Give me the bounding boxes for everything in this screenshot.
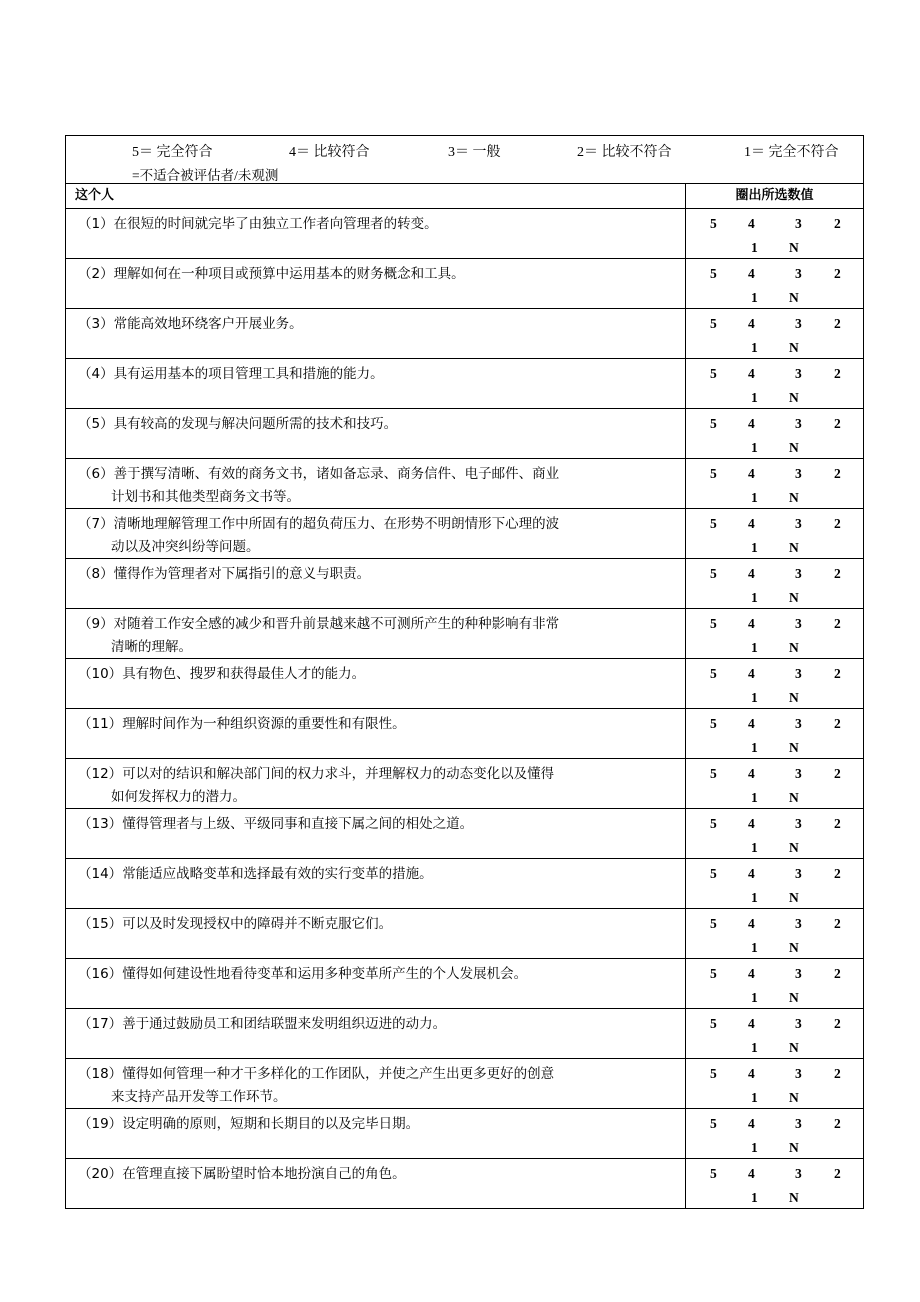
rating-option-5[interactable]: 5 <box>710 666 717 681</box>
rating-options <box>686 509 863 558</box>
rating-option-1[interactable]: 1 <box>751 1090 758 1105</box>
item-text-continued: 来支持产品开发等工作环节。 <box>111 1089 287 1105</box>
item-text: 懂得管理者与上级、平级同事和直接下属之间的相处之道。 <box>122 816 474 832</box>
legend-na: =不适合被评估者/未观测 <box>132 168 279 183</box>
rating-option-3[interactable]: 3 <box>795 266 802 281</box>
rating-options <box>686 709 863 758</box>
rating-option-5[interactable]: 5 <box>710 366 717 381</box>
item-statement <box>66 859 686 908</box>
item-text: 理解如何在一种项目或预算中运用基本的财务概念和工具。 <box>113 266 465 282</box>
rating-option-n[interactable]: N <box>789 1090 799 1105</box>
rating-options <box>686 459 863 508</box>
table-row <box>66 1009 863 1059</box>
item-text: 懂得如何建设性地看待变革和运用多种变革所产生的个人发展机会。 <box>122 966 528 982</box>
item-number: （8） <box>78 566 114 582</box>
rating-option-5[interactable]: 5 <box>710 616 717 631</box>
legend-1: 1＝ 完全不符合 <box>744 145 839 160</box>
legend-2: 2＝ 比较不符合 <box>577 145 672 160</box>
item-statement <box>66 709 686 758</box>
rating-option-n[interactable]: N <box>789 1140 799 1155</box>
item-rows <box>66 209 863 1208</box>
item-number: （1） <box>78 216 114 232</box>
rating-option-1[interactable]: 1 <box>751 390 758 405</box>
item-statement <box>66 609 686 658</box>
item-number: （18） <box>78 1066 123 1082</box>
item-statement <box>66 209 686 258</box>
rating-option-2[interactable]: 2 <box>834 1066 841 1081</box>
item-text: 善于通过鼓励员工和团结联盟来发明组织迈进的动力。 <box>122 1016 447 1032</box>
item-text: 懂得如何管理一种才干多样化的工作团队，并使之产生出更多更好的创意 <box>122 1066 555 1082</box>
rating-option-3[interactable]: 3 <box>795 616 802 631</box>
rating-option-3[interactable]: 3 <box>795 316 802 331</box>
rating-options <box>686 909 863 958</box>
rating-option-2[interactable]: 2 <box>834 766 841 781</box>
item-text-continued: 清晰的理解。 <box>111 639 192 655</box>
table-row <box>66 1109 863 1159</box>
rating-option-1[interactable]: 1 <box>751 740 758 755</box>
item-text: 清晰地理解管理工作中所固有的超负荷压力、在形势不明朗情形下心理的波 <box>113 516 560 532</box>
rating-options <box>686 959 863 1008</box>
rating-option-n[interactable]: N <box>789 490 799 505</box>
rating-options <box>686 759 863 808</box>
rating-option-2[interactable]: 2 <box>834 216 841 231</box>
rating-option-n[interactable]: N <box>789 340 799 355</box>
rating-option-3[interactable]: 3 <box>795 366 802 381</box>
item-text: 设定明确的原则，短期和长期目的以及完毕日期。 <box>122 1116 420 1132</box>
rating-option-n[interactable]: N <box>789 940 799 955</box>
rating-option-4[interactable]: 4 <box>748 666 755 681</box>
rating-option-n[interactable]: N <box>789 790 799 805</box>
rating-option-2[interactable]: 2 <box>834 416 841 431</box>
rating-option-2[interactable]: 2 <box>834 666 841 681</box>
table-row <box>66 509 863 559</box>
rating-option-2[interactable]: 2 <box>834 866 841 881</box>
table-row <box>66 1159 863 1208</box>
rating-options <box>686 1059 863 1108</box>
rating-option-3[interactable]: 3 <box>795 866 802 881</box>
rating-option-1[interactable]: 1 <box>751 440 758 455</box>
rating-option-1[interactable]: 1 <box>751 790 758 805</box>
rating-option-5[interactable]: 5 <box>710 1116 717 1131</box>
table-row <box>66 459 863 509</box>
rating-option-1[interactable]: 1 <box>751 890 758 905</box>
item-text: 具有运用基本的项目管理工具和措施的能力。 <box>113 366 384 382</box>
rating-option-4[interactable]: 4 <box>748 866 755 881</box>
rating-options <box>686 359 863 408</box>
item-number: （6） <box>78 466 114 482</box>
rating-option-4[interactable]: 4 <box>748 716 755 731</box>
item-text: 常能适应战略变革和选择最有效的实行变革的措施。 <box>122 866 433 882</box>
rating-option-3[interactable]: 3 <box>795 566 802 581</box>
rating-option-2[interactable]: 2 <box>834 816 841 831</box>
rating-option-3[interactable]: 3 <box>795 1166 802 1181</box>
rating-option-2[interactable]: 2 <box>834 966 841 981</box>
table-row <box>66 559 863 609</box>
rating-option-4[interactable]: 4 <box>748 316 755 331</box>
rating-option-4[interactable]: 4 <box>748 366 755 381</box>
rating-option-2[interactable]: 2 <box>834 516 841 531</box>
rating-option-1[interactable]: 1 <box>751 590 758 605</box>
item-number: （2） <box>78 266 114 282</box>
item-number: （4） <box>78 366 114 382</box>
rating-option-n[interactable]: N <box>789 890 799 905</box>
item-statement <box>66 359 686 408</box>
rating-option-3[interactable]: 3 <box>795 666 802 681</box>
table-row <box>66 709 863 759</box>
rating-option-1[interactable]: 1 <box>751 940 758 955</box>
table-row <box>66 859 863 909</box>
rating-option-n[interactable]: N <box>789 240 799 255</box>
rating-option-1[interactable]: 1 <box>751 1040 758 1055</box>
item-number: （7） <box>78 516 114 532</box>
rating-option-5[interactable]: 5 <box>710 516 717 531</box>
rating-option-3[interactable]: 3 <box>795 416 802 431</box>
rating-options <box>686 259 863 308</box>
rating-legend <box>66 136 863 184</box>
item-text: 具有物色、搜罗和获得最佳人才的能力。 <box>122 666 366 682</box>
rating-option-n[interactable]: N <box>789 840 799 855</box>
item-statement <box>66 759 686 808</box>
rating-option-2[interactable]: 2 <box>834 1166 841 1181</box>
item-text-continued: 如何发挥权力的潜力。 <box>111 789 246 805</box>
item-text: 善于撰写清晰、有效的商务文书，诸如备忘录、商务信件、电子邮件、商业 <box>113 466 560 482</box>
item-text: 常能高效地环绕客户开展业务。 <box>113 316 303 332</box>
rating-option-n[interactable]: N <box>789 1040 799 1055</box>
rating-option-5[interactable]: 5 <box>710 866 717 881</box>
rating-option-4[interactable]: 4 <box>748 266 755 281</box>
table-row <box>66 809 863 859</box>
legend-5: 5＝ 完全符合 <box>132 145 213 160</box>
rating-options <box>686 659 863 708</box>
item-statement <box>66 559 686 608</box>
rating-option-1[interactable]: 1 <box>751 840 758 855</box>
rating-options <box>686 609 863 658</box>
item-text: 可以对的结识和解决部门间的权力求斗，并理解权力的动态变化以及懂得 <box>122 766 555 782</box>
rating-option-4[interactable]: 4 <box>748 1116 755 1131</box>
rating-option-4[interactable]: 4 <box>748 516 755 531</box>
rating-option-n[interactable]: N <box>789 990 799 1005</box>
rating-option-1[interactable]: 1 <box>751 340 758 355</box>
item-number: （14） <box>78 866 123 882</box>
item-statement <box>66 659 686 708</box>
rating-option-4[interactable]: 4 <box>748 766 755 781</box>
legend-3: 3＝ 一般 <box>448 145 501 160</box>
rating-option-2[interactable]: 2 <box>834 266 841 281</box>
item-statement <box>66 1159 686 1208</box>
table-row <box>66 759 863 809</box>
rating-option-1[interactable]: 1 <box>751 1140 758 1155</box>
item-number: （19） <box>78 1116 123 1132</box>
rating-option-2[interactable]: 2 <box>834 1116 841 1131</box>
item-number: （12） <box>78 766 123 782</box>
rating-option-2[interactable]: 2 <box>834 316 841 331</box>
item-statement <box>66 809 686 858</box>
item-text-continued: 动以及冲突纠纷等问题。 <box>111 539 260 555</box>
header-statement: 这个人 <box>66 184 686 208</box>
table-row <box>66 209 863 259</box>
rating-option-5[interactable]: 5 <box>710 1066 717 1081</box>
rating-option-3[interactable]: 3 <box>795 466 802 481</box>
rating-options <box>686 309 863 358</box>
rating-option-n[interactable]: N <box>789 390 799 405</box>
rating-option-5[interactable]: 5 <box>710 466 717 481</box>
item-statement <box>66 459 686 508</box>
assessment-table <box>65 135 864 1209</box>
rating-option-2[interactable]: 2 <box>834 566 841 581</box>
rating-options <box>686 859 863 908</box>
rating-option-4[interactable]: 4 <box>748 466 755 481</box>
rating-option-3[interactable]: 3 <box>795 766 802 781</box>
rating-option-1[interactable]: 1 <box>751 290 758 305</box>
rating-option-4[interactable]: 4 <box>748 616 755 631</box>
table-row <box>66 309 863 359</box>
table-row <box>66 1059 863 1109</box>
item-statement <box>66 1009 686 1058</box>
rating-option-n[interactable]: N <box>789 440 799 455</box>
rating-options <box>686 1109 863 1158</box>
rating-option-5[interactable]: 5 <box>710 716 717 731</box>
rating-option-3[interactable]: 3 <box>795 1016 802 1031</box>
rating-option-4[interactable]: 4 <box>748 416 755 431</box>
rating-option-3[interactable]: 3 <box>795 1066 802 1081</box>
table-row <box>66 359 863 409</box>
rating-option-1[interactable]: 1 <box>751 540 758 555</box>
item-number: （10） <box>78 666 123 682</box>
rating-option-4[interactable]: 4 <box>748 1166 755 1181</box>
rating-option-4[interactable]: 4 <box>748 966 755 981</box>
rating-option-3[interactable]: 3 <box>795 816 802 831</box>
item-number: （9） <box>78 616 114 632</box>
rating-options <box>686 559 863 608</box>
item-number: （17） <box>78 1016 123 1032</box>
rating-option-3[interactable]: 3 <box>795 916 802 931</box>
rating-option-n[interactable]: N <box>789 740 799 755</box>
header-rating: 圈出所选数值 <box>735 188 814 203</box>
table-row <box>66 609 863 659</box>
item-text: 可以及时发现授权中的障碍并不断克服它们。 <box>122 916 393 932</box>
rating-option-2[interactable]: 2 <box>834 1016 841 1031</box>
item-statement <box>66 509 686 558</box>
rating-option-n[interactable]: N <box>789 540 799 555</box>
rating-option-1[interactable]: 1 <box>751 240 758 255</box>
rating-option-4[interactable]: 4 <box>748 1066 755 1081</box>
rating-option-3[interactable]: 3 <box>795 216 802 231</box>
table-row <box>66 959 863 1009</box>
table-row <box>66 259 863 309</box>
rating-option-5[interactable]: 5 <box>710 416 717 431</box>
rating-option-5[interactable]: 5 <box>710 316 717 331</box>
rating-option-3[interactable]: 3 <box>795 716 802 731</box>
item-number: （13） <box>78 816 123 832</box>
rating-options <box>686 409 863 458</box>
item-text: 在管理直接下属盼望时恰本地扮演自己的角色。 <box>122 1166 406 1182</box>
item-statement <box>66 1059 686 1108</box>
rating-option-1[interactable]: 1 <box>751 1190 758 1205</box>
item-number: （20） <box>78 1166 123 1182</box>
table-row <box>66 909 863 959</box>
table-row <box>66 659 863 709</box>
rating-option-1[interactable]: 1 <box>751 690 758 705</box>
rating-option-n[interactable]: N <box>789 640 799 655</box>
rating-option-5[interactable]: 5 <box>710 916 717 931</box>
item-text: 对随着工作安全感的减少和晋升前景越来越不可测所产生的种种影响有非常 <box>113 616 560 632</box>
rating-option-3[interactable]: 3 <box>795 966 802 981</box>
rating-options <box>686 1159 863 1208</box>
item-number: （11） <box>78 716 123 732</box>
item-text-continued: 计划书和其他类型商务文书等。 <box>111 489 300 505</box>
table-row <box>66 409 863 459</box>
rating-option-4[interactable]: 4 <box>748 916 755 931</box>
rating-option-2[interactable]: 2 <box>834 366 841 381</box>
item-text: 懂得作为管理者对下属指引的意义与职责。 <box>113 566 371 582</box>
item-statement <box>66 409 686 458</box>
rating-option-5[interactable]: 5 <box>710 966 717 981</box>
rating-option-2[interactable]: 2 <box>834 916 841 931</box>
rating-option-2[interactable]: 2 <box>834 466 841 481</box>
rating-option-1[interactable]: 1 <box>751 990 758 1005</box>
item-statement <box>66 1109 686 1158</box>
rating-option-4[interactable]: 4 <box>748 816 755 831</box>
rating-option-4[interactable]: 4 <box>748 216 755 231</box>
item-statement <box>66 959 686 1008</box>
rating-option-5[interactable]: 5 <box>710 766 717 781</box>
rating-option-5[interactable]: 5 <box>710 566 717 581</box>
rating-option-n[interactable]: N <box>789 590 799 605</box>
rating-option-1[interactable]: 1 <box>751 490 758 505</box>
legend-4: 4＝ 比较符合 <box>289 145 370 160</box>
rating-option-5[interactable]: 5 <box>710 1166 717 1181</box>
rating-option-n[interactable]: N <box>789 1190 799 1205</box>
rating-option-5[interactable]: 5 <box>710 1016 717 1031</box>
rating-option-2[interactable]: 2 <box>834 616 841 631</box>
item-number: （15） <box>78 916 123 932</box>
item-text: 具有较高的发现与解决问题所需的技术和技巧。 <box>113 416 398 432</box>
item-statement <box>66 309 686 358</box>
item-text: 在很短的时间就完毕了由独立工作者向管理者的转变。 <box>113 216 438 232</box>
rating-option-4[interactable]: 4 <box>748 566 755 581</box>
rating-option-n[interactable]: N <box>789 290 799 305</box>
rating-option-3[interactable]: 3 <box>795 516 802 531</box>
rating-option-5[interactable]: 5 <box>710 266 717 281</box>
rating-option-5[interactable]: 5 <box>710 216 717 231</box>
rating-options <box>686 809 863 858</box>
item-number: （5） <box>78 416 114 432</box>
rating-option-5[interactable]: 5 <box>710 816 717 831</box>
rating-option-n[interactable]: N <box>789 690 799 705</box>
item-number: （16） <box>78 966 123 982</box>
item-number: （3） <box>78 316 114 332</box>
rating-option-1[interactable]: 1 <box>751 640 758 655</box>
rating-option-3[interactable]: 3 <box>795 1116 802 1131</box>
item-text: 理解时间作为一种组织资源的重要性和有限性。 <box>122 716 406 732</box>
rating-option-2[interactable]: 2 <box>834 716 841 731</box>
rating-options <box>686 1009 863 1058</box>
item-statement <box>66 259 686 308</box>
rating-option-4[interactable]: 4 <box>748 1016 755 1031</box>
table-header <box>66 184 863 209</box>
rating-options <box>686 209 863 258</box>
item-statement <box>66 909 686 958</box>
